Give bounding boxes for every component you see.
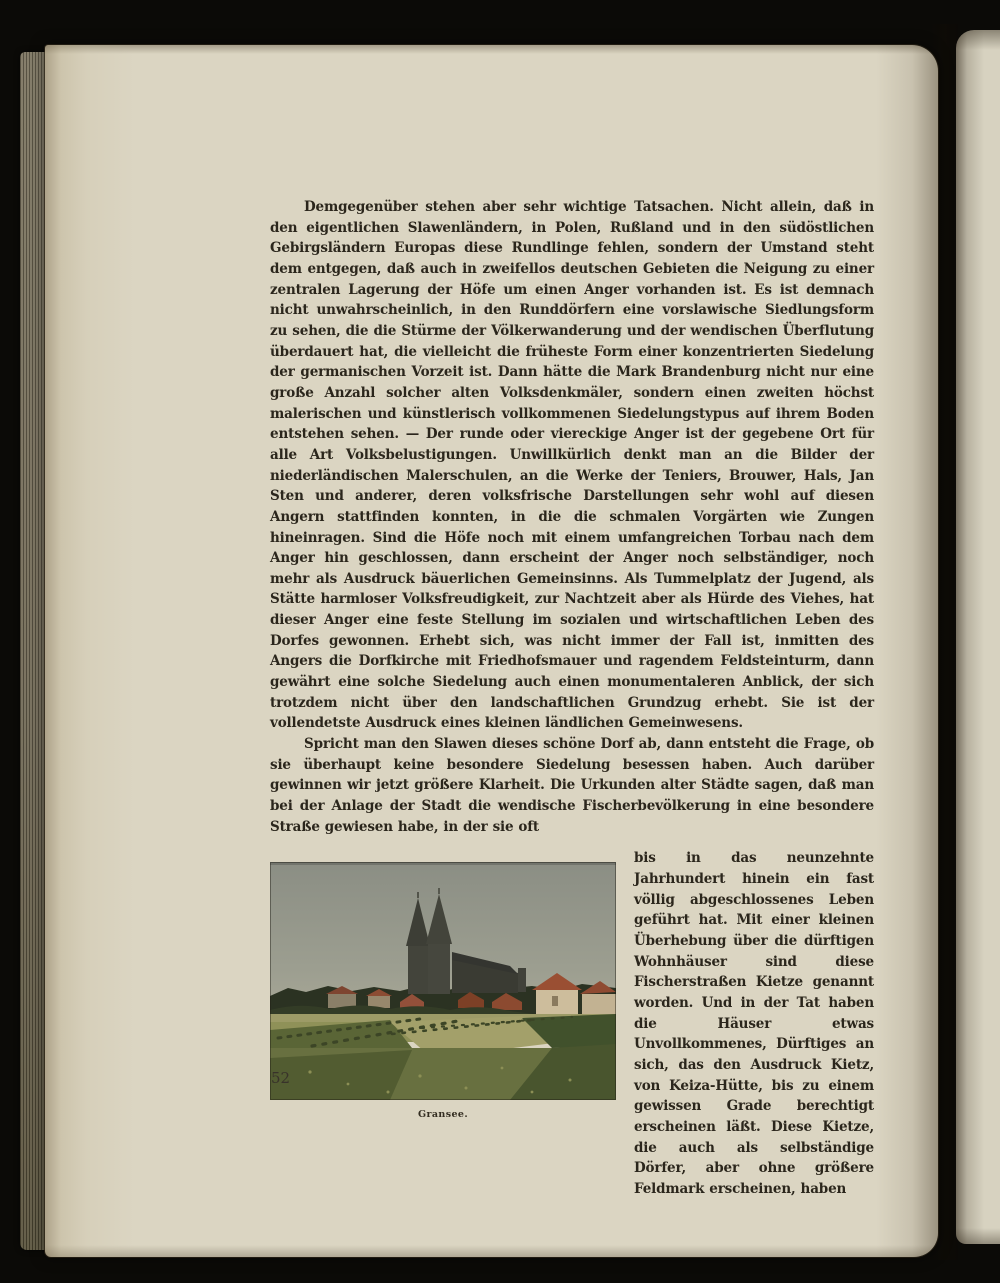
figure-gransee xyxy=(270,862,616,1120)
book-page xyxy=(45,45,938,1257)
paragraph-2-intro: Spricht man den Slawen dieses schöne Dorf ab, dann entsteht die Frage, ob sie überhaupt keine besondere Siedelung besessen haben. Auch darüber gewinnen wir jetzt größere Klarheit. Die Urkunden alter Städte sagen, daß man bei der Anlage der Stadt die wendische Fischerbevölkerung in eine besondere Straße gewiesen habe, in der sie oft xyxy=(270,736,874,835)
book-fore-edge xyxy=(20,52,47,1250)
page-content xyxy=(270,197,874,1200)
page-number: 52 xyxy=(271,1069,291,1087)
paragraph-1: Demgegenüber stehen aber sehr wichtige Tatsachen. Nicht allein, daß in den eigentlichen Slawenländern, in Polen, Rußland und in den südöstlichen Gebirgsländern Europas diese Rundlinge fehlen, sondern der Umstand steht dem entgegen, daß auch in zweifellos deutschen Gebieten die Neigung zu einer zentralen Lagerung der Höfe um einen Anger vorhanden ist. Es ist demnach nicht unwahrscheinlich, in den Runddörfern eine vorslawische Siedlungsform zu sehen, die die Stürme der Völkerwanderung und der wendischen Überflutung überdauert hat, die vielleicht die früheste Form einer konzentrierten Siedelung der germanischen Vorzeit ist. Dann hätte die Mark Brandenburg nicht nur eine große Anzahl solcher alten Volksdenkmäler, sondern einen zweiten höchst malerischen und künstlerisch vollkommenen Siedelungstypus auf ihrem Boden entstehen sehen. — Der runde oder viereckige Anger ist der gegebene Ort für alle Art Volksbelustigungen. Unwillkürlich denkt man an die Bilder der niederländischen Malerschulen, an die Werke der Teniers, Brouwer, Hals, Jan Sten und anderer, deren volksfrische Darstellungen sehr wohl auf diesen Angern stattfinden konnten, in die die schmalen Vorgärten wie Zungen hineinragen. Sind die Höfe noch mit einem umfangreichen Torbau nach dem Anger hin geschlossen, dann erscheint der Anger noch selbständiger, noch mehr als Ausdruck bäuerlichen Gemeinsinns. Als Tummelplatz der Jugend, als Stätte harmloser Volksfreudigkeit, zur Nachtzeit aber als Hürde des Viehes, hat dieser Anger eine feste Stellung im sozialen und wirtschaftlichen Leben des Dorfes gewonnen. Erhebt sich, was nicht immer der Fall ist, inmitten des Angers die Dorfkirche mit Friedhofsmauer und ragendem Feldsteinturm, dann gewährt eine solche Siedelung auch einen monumentaleren Anblick, der sich trotzdem nicht über den landschaftlichen Grundzug erhebt. Sie ist der vollendetste Ausdruck eines kleinen ländlichen Gemeinwesens. xyxy=(270,199,874,732)
paragraph-2-beside-figure: bis in das neunzehnte Jahrhundert hinein ein fast völlig abgeschlossenes Leben geführt hat. Mit einer kleinen Überhebung über die dürftigen Wohnhäuser sind diese Fischerstraßen Kietze genannt worden. Und in der Tat haben die Häuser etwas Unvollkommenes, Dürftiges an sich, das den Ausdruck Kietz, von Keiza-Hütte, bis zu einem gewissen Grade berechtigt erscheinen läßt. Diese Kietze, die auch als selbständige Dörfer, aber ohne größere Feldmark erscheinen, haben xyxy=(634,850,874,1197)
figure-caption: Gransee. xyxy=(417,1109,469,1121)
gransee-photo xyxy=(270,862,616,1100)
figure-row xyxy=(270,848,874,1199)
facing-page-edge xyxy=(956,30,1000,1244)
